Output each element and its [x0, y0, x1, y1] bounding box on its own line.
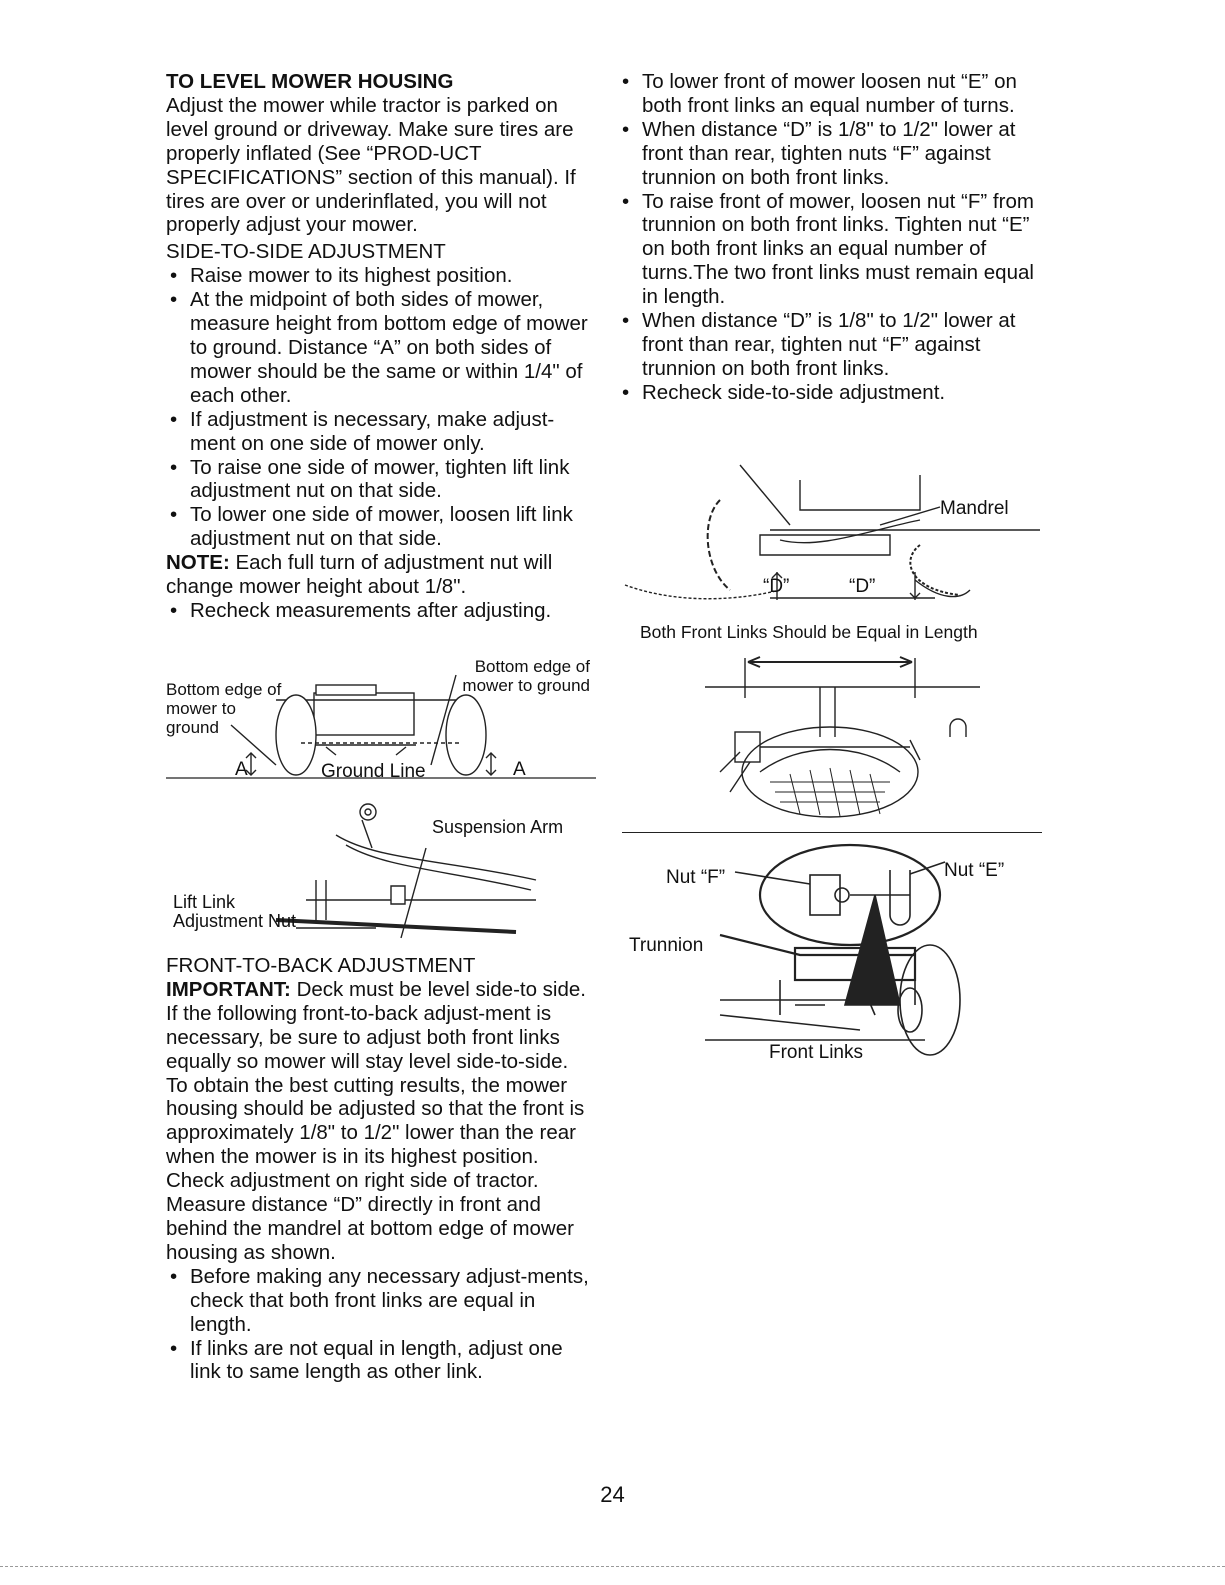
note-label: NOTE: — [166, 551, 230, 575]
side-bullet: • To raise one side of mower, tighten lift link adjustment nut on that side. — [166, 456, 596, 504]
distance-a-right-label: A — [513, 759, 526, 780]
mandrel-figure — [620, 460, 1040, 610]
lift-link-label: Lift Link Adjustment Nut — [173, 892, 297, 931]
right-column — [618, 70, 1053, 405]
nut-e-label: Nut “E” — [944, 860, 1005, 881]
front-to-back-heading: FRONT-TO-BACK ADJUSTMENT — [166, 954, 476, 977]
mandrel-label: Mandrel — [940, 498, 1009, 519]
side-to-side-heading: SIDE-TO-SIDE ADJUSTMENT — [166, 240, 446, 264]
figure-divider — [622, 832, 1042, 833]
paragraph: Check adjustment on right side of tractor. Measure distance “D” directly in front and behind the mandrel at bottom edge of mower housing as shown. — [166, 1169, 574, 1264]
note — [166, 551, 596, 599]
recheck-bullet: • Recheck measurements after adjusting. — [166, 599, 596, 623]
bottom-edge-right-label: Bottom edge of mower to ground — [462, 657, 590, 695]
front-links-equal-figure — [700, 652, 990, 822]
right-bullet: • When distance “D” is 1/8" to 1/2" lower at front than rear, tighten nuts “F” against trunnion on both front links. — [618, 118, 1053, 190]
nut-f-label: Nut “F” — [666, 867, 726, 888]
bottom-edge-left-label: Bottom edge of mower to ground — [166, 680, 282, 737]
right-bullet: • To raise front of mower, loosen nut “F” from trunnion on both front links. Tighten nut “E” on both front links an equal number of turns.The two front links must remain equal in length. — [618, 190, 1053, 310]
suspension-arm-label: Suspension Arm — [432, 817, 564, 837]
important-label: IMPORTANT: — [166, 977, 291, 1001]
bottom-edge-rule — [0, 1566, 1225, 1567]
intro-paragraph: Adjust the mower while tractor is parked on level ground or driveway. Make sure tires are properly inflated (See “PROD-UCT SPECIFICATIONS” section of this manual). If tires are over or underinflated, you will not properly adjust your mower. — [166, 93, 576, 237]
distance-d-left-label: “D” — [763, 576, 790, 597]
distance-a-left-label: A — [235, 759, 248, 780]
front-links-label: Front Links — [769, 1042, 863, 1063]
side-bullet: • At the midpoint of both sides of mower, measure height from bottom edge of mower to ground. Distance “A” on both sides of mower should be the same or within 1/4" of each other. — [166, 288, 596, 408]
left-column-bottom — [166, 954, 596, 1384]
right-bullet: • Recheck side-to-side adjustment. — [618, 381, 1053, 405]
page-number: 24 — [600, 1482, 625, 1507]
paragraph: To obtain the best cutting results, the mower housing should be adjusted so that the front is approximately 1/8" to 1/2" lower than the rear when the mower is in its highest position. — [166, 1073, 585, 1169]
important-text: Deck must be level side-to side. If the following front-to-back adjust-ment is necessary, be sure to adjust both front links equally so mower will stay level side-to-side. — [166, 977, 586, 1073]
figure-caption: Both Front Links Should be Equal in Length — [640, 622, 978, 642]
front-bullet: • Before making any necessary adjust-ments, check that both front links are equal in length. — [166, 1265, 596, 1337]
left-column-top — [166, 70, 596, 623]
distance-d-right-label: “D” — [849, 576, 876, 597]
right-bullet: • When distance “D” is 1/8" to 1/2" lower at front than rear, tighten nut “F” against trunnion on both front links. — [618, 309, 1053, 381]
side-bullet: • To lower one side of mower, loosen lift link adjustment nut on that side. — [166, 503, 596, 551]
important-paragraph — [166, 978, 596, 1074]
front-bullet: • If links are not equal in length, adjust one link to same length as other link. — [166, 1337, 596, 1385]
trunnion-label: Trunnion — [629, 935, 704, 956]
side-bullet: • If adjustment is necessary, make adjust-ment on one side of mower only. — [166, 408, 596, 456]
right-bullet: • To lower front of mower loosen nut “E” on both front links an equal number of turns. — [618, 70, 1053, 118]
side-bullet: • Raise mower to its highest position. — [166, 264, 596, 288]
ground-line-label: Ground Line — [321, 761, 426, 782]
section-heading: TO LEVEL MOWER HOUSING — [166, 70, 454, 93]
note-text: Each full turn of adjustment nut will change mower height about 1/8". — [166, 551, 553, 599]
